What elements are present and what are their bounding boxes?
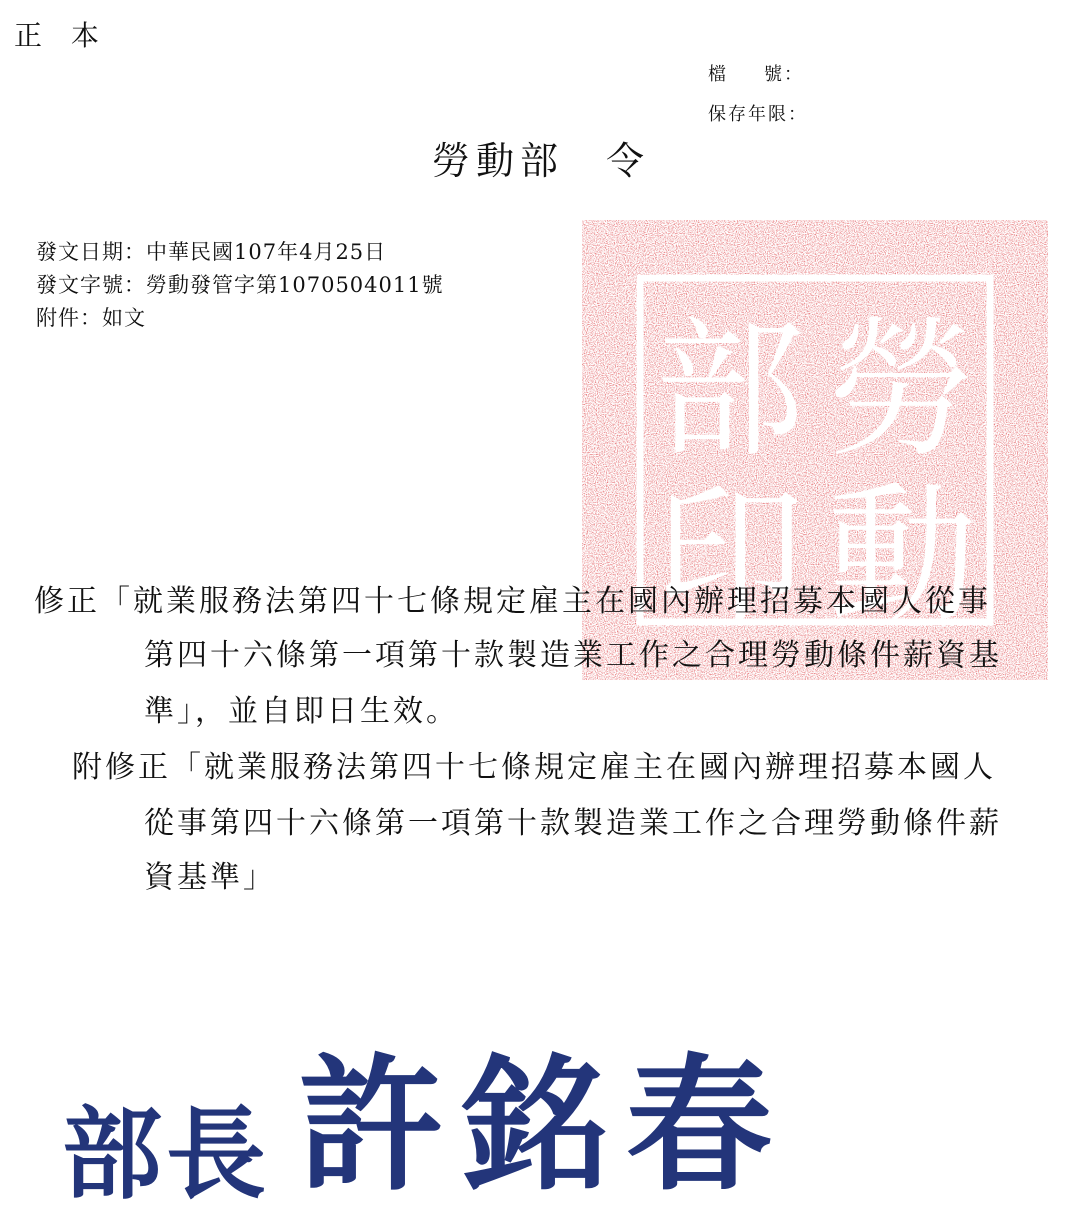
file-number-label-char-1: 檔 [708, 64, 728, 85]
seal-char-4: 印 [654, 470, 806, 644]
issuing-agency: 勞動部 [432, 139, 565, 183]
minister-signature-stamp [62, 1008, 790, 1218]
document-type: 令 [606, 139, 651, 183]
order-text-line-1: 修正「就業服務法第四十七條規定雇主在國內辦理招募本國人從事 [34, 584, 991, 619]
attachment-note: 附件：如文 [36, 306, 146, 330]
annex-text-line-1: 附修正「就業服務法第四十七條規定雇主在國內辦理招募本國人 [72, 750, 996, 785]
file-number-label-char-2: 號： [764, 64, 804, 85]
order-text-line-2: 第四十六條第一項第十款製造業工作之合理勞動條件薪資基 [144, 638, 1002, 673]
seal-char-2: 動 [826, 470, 978, 644]
retention-period-label: 保存年限： [708, 104, 808, 125]
signature-name: 許銘春 [298, 1041, 790, 1211]
document-title [432, 130, 650, 185]
original-copy-mark: 正 本 [14, 19, 109, 52]
signature-title: 部長 [62, 1096, 270, 1213]
order-text-line-3: 準」，並自即日生效。 [144, 694, 459, 729]
document-reference-number: 發文字號：勞動發管字第1070504011號 [36, 273, 444, 297]
seal-char-3: 部 [654, 304, 806, 478]
issue-date: 發文日期：中華民國107年4月25日 [36, 240, 387, 264]
annex-text-line-2: 從事第四十六條第一項第十款製造業工作之合理勞動條件薪 [144, 806, 1002, 841]
seal-char-1: 勞 [826, 304, 978, 478]
annex-text-line-3: 資基準」 [144, 860, 276, 895]
file-number-label [708, 60, 804, 86]
